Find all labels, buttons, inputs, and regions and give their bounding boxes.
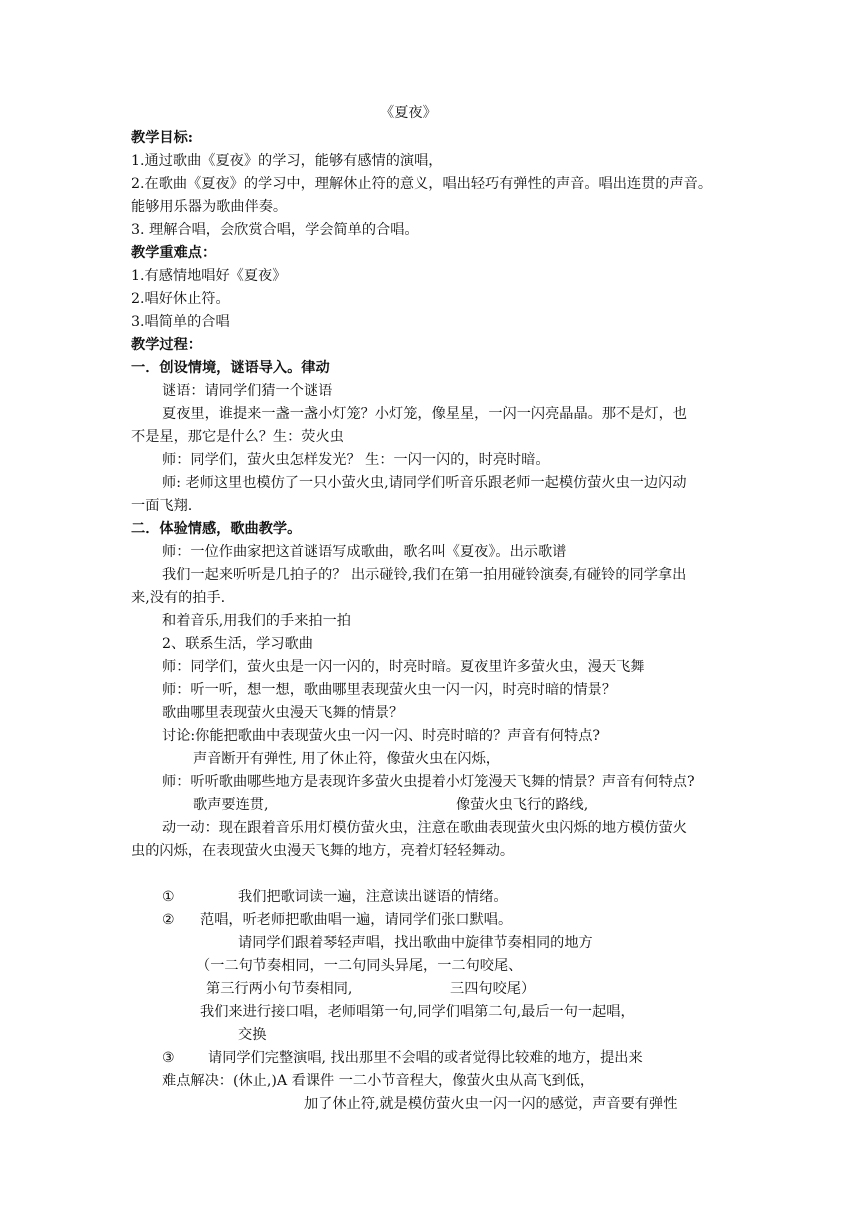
text-line: 加了休止符,就是模仿萤火虫一闪一闪的感觉，声音要有弹性	[304, 1096, 678, 1112]
text-line: 师: 老师这里也模仿了一只小萤火虫,请同学们听音乐跟老师一起模仿萤火虫一边闪动	[162, 475, 687, 491]
text-line: 难点解决：(休止,)A 看课件 一二小节音程大，像萤火虫从高飞到低，	[162, 1073, 595, 1089]
text-line: 我们一起来听听是几拍子的？ 出示碰铃,我们在第一拍用碰铃演奏,有碰铃的同学拿出	[162, 567, 687, 583]
text-line: 像萤火虫飞行的路线,	[456, 797, 589, 813]
heading-process: 教学过程：	[131, 337, 202, 353]
text-line: 三四句咬尾）	[450, 981, 536, 997]
text-line: 虫的闪烁，在表现萤火虫漫天飞舞的地方，亮着灯轻轻舞动。	[131, 843, 515, 859]
text-line: 1.通过歌曲《夏夜》的学习，能够有感情的演唱，	[131, 153, 443, 169]
text-line: 一面飞翔.	[131, 498, 193, 514]
text-line: 交换	[238, 1027, 267, 1043]
text-line: （一二句节奏相同，一二句同头异尾，一二句咬尾、	[196, 958, 523, 974]
text-line: 谜语：请同学们猜一个谜语	[162, 383, 333, 399]
text-line: 师：听一听，想一想，歌曲哪里表现萤火虫一闪一闪，时亮时暗的情景？	[162, 682, 617, 698]
document-title: 《夏夜》	[380, 105, 437, 121]
text-line: 3.唱简单的合唱	[131, 314, 230, 330]
text-line: 2、联系生活，学习歌曲	[162, 636, 313, 652]
text-line: 歌声要连贯,	[193, 797, 269, 813]
heading-key-points: 教学重难点：	[131, 245, 217, 261]
text-line: 范唱，听老师把歌曲唱一遍，请同学们张口默唱。	[200, 912, 513, 928]
text-line: 2.在歌曲《夏夜》的学习中，理解休止符的意义，唱出轻巧有弹性的声音。唱出连贯的声音。	[131, 176, 713, 192]
list-marker-2: ②	[162, 912, 175, 928]
text-line: 第三行两小句节奏相同,	[206, 981, 353, 997]
text-line: 我们来进行接口唱，老师唱第一句,同学们唱第二句,最后一句一起唱，	[200, 1004, 635, 1020]
text-line: 讨论:你能把歌曲中表现萤火虫一闪一闪、时亮时暗的？声音有何特点?	[162, 728, 601, 744]
text-line: 夏夜里，谁提来一盏一盏小灯笼？小灯笼，像星星，一闪一闪亮晶晶。那不是灯，也	[162, 406, 687, 422]
text-line: 我们把歌词读一遍，注意读出谜语的情绪。	[238, 889, 508, 905]
text-line: 师：听听歌曲哪些地方是表现许多萤火虫提着小灯笼漫天飞舞的情景？声音有何特点?	[162, 774, 695, 790]
list-marker-3: ③	[162, 1050, 175, 1066]
heading-objectives: 教学目标:	[131, 130, 193, 146]
text-line: 3. 理解合唱，会欣赏合唱，学会简单的合唱。	[131, 222, 419, 238]
section-heading-2: 二．体验情感，歌曲教学。	[131, 521, 302, 537]
text-line: 和着音乐,用我们的手来拍一拍	[162, 613, 351, 629]
text-line: 不是星，那它是什么？生：荧火虫	[131, 429, 344, 445]
list-marker-1: ①	[162, 889, 175, 905]
text-line: 师：同学们，萤火虫是一闪一闪的，时亮时暗。夏夜里许多萤火虫，漫天飞舞	[162, 659, 645, 675]
text-line: 歌曲哪里表现萤火虫漫天飞舞的情景？	[162, 705, 404, 721]
text-line: 1.有感情地唱好《夏夜》	[131, 268, 287, 284]
text-line: 师：同学们，萤火虫怎样发光？ 生：一闪一闪的，时亮时暗。	[162, 452, 550, 468]
text-line: 师：一位作曲家把这首谜语写成歌曲，歌名叫《夏夜》。出示歌谱	[162, 544, 567, 560]
section-heading-1: 一．创设情境，谜语导入。律动	[131, 360, 330, 376]
text-line: 2.唱好休止符。	[131, 291, 230, 307]
text-line: 动一动：现在跟着音乐用灯模仿萤火虫，注意在歌曲表现萤火虫闪烁的地方模仿萤火	[162, 820, 687, 836]
text-line: 声音断开有弹性, 用了休止符，像萤火虫在闪烁，	[193, 751, 500, 767]
text-line: 请同学们完整演唱, 找出那里不会唱的或者觉得比较难的地方，提出来	[208, 1050, 643, 1066]
text-line: 来,没有的拍手.	[131, 590, 226, 606]
text-line: 请同学们跟着琴轻声唱，找出歌曲中旋律节奏相同的地方	[238, 935, 593, 951]
text-line: 能够用乐器为歌曲伴奏。	[131, 199, 288, 215]
